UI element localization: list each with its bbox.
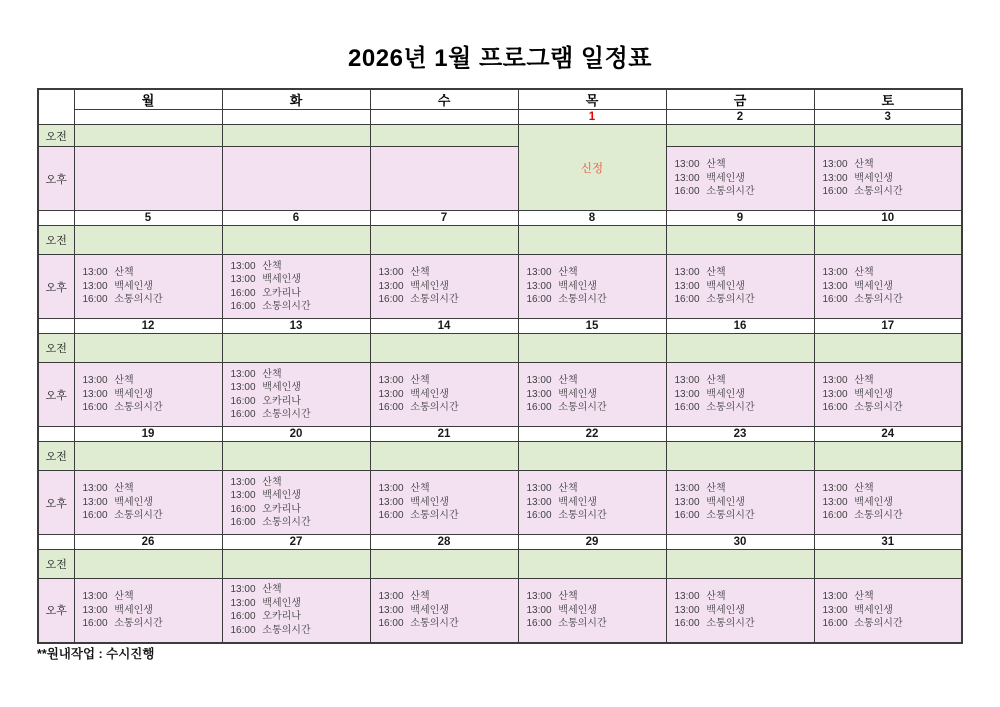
morning-cell xyxy=(518,334,666,363)
program-entry: 13:00 백세인생 xyxy=(230,597,301,609)
program-entry: 16:00 소통의시간 xyxy=(82,294,163,306)
program-entry: 13:00 산책 xyxy=(230,260,282,272)
holiday-cell xyxy=(518,125,666,211)
program-entry: 13:00 산책 xyxy=(378,375,430,387)
date-cell: 3 xyxy=(814,110,962,125)
program-entry: 13:00 산책 xyxy=(526,375,578,387)
weekday-header-sat: 토 xyxy=(814,89,962,110)
date-cell: 19 xyxy=(74,427,222,442)
program-entry: 13:00 백세인생 xyxy=(822,496,893,508)
morning-cell xyxy=(222,442,370,471)
program-entry: 13:00 백세인생 xyxy=(230,490,301,501)
date-row-spacer-cell xyxy=(38,211,74,226)
afternoon-label: 오후 xyxy=(38,255,74,319)
program-entry: 13:00 백세인생 xyxy=(378,280,449,292)
program-entry: 13:00 백세인생 xyxy=(526,280,597,292)
program-entry: 13:00 산책 xyxy=(822,159,874,171)
program-entry: 16:00 오카리나 xyxy=(230,395,301,407)
date-cell: 6 xyxy=(222,211,370,226)
afternoon-cell xyxy=(222,147,370,211)
program-entry: 16:00 소통의시간 xyxy=(82,618,163,629)
program-entry: 16:00 소통의시간 xyxy=(526,402,607,414)
afternoon-cell xyxy=(518,363,666,427)
date-cell: 22 xyxy=(518,427,666,442)
date-cell: 1 xyxy=(518,110,666,125)
afternoon-label: 오후 xyxy=(38,363,74,427)
afternoon-cell xyxy=(222,363,370,427)
date-row xyxy=(38,110,962,125)
afternoon-cell xyxy=(518,579,666,643)
morning-cell xyxy=(814,442,962,471)
afternoon-cell xyxy=(666,579,814,643)
program-entry: 16:00 소통의시간 xyxy=(378,618,459,629)
afternoon-cell xyxy=(666,363,814,427)
morning-row xyxy=(38,442,962,471)
program-entry: 13:00 백세인생 xyxy=(82,604,153,616)
date-cell: 21 xyxy=(370,427,518,442)
date-cell: 12 xyxy=(74,319,222,334)
date-cell: 20 xyxy=(222,427,370,442)
date-cell: 16 xyxy=(666,319,814,334)
program-entry: 16:00 소통의시간 xyxy=(526,294,607,306)
holiday-label: 신정 xyxy=(580,162,604,175)
date-row xyxy=(38,427,962,442)
morning-cell xyxy=(222,226,370,255)
morning-cell xyxy=(370,226,518,255)
date-cell: 14 xyxy=(370,319,518,334)
morning-cell xyxy=(74,226,222,255)
date-cell: 13 xyxy=(222,319,370,334)
date-row xyxy=(38,211,962,226)
program-entry: 16:00 오카리나 xyxy=(230,287,301,299)
afternoon-row xyxy=(38,579,962,643)
morning-row xyxy=(38,550,962,579)
morning-cell xyxy=(74,442,222,471)
program-entry: 16:00 소통의시간 xyxy=(822,510,903,522)
afternoon-cell xyxy=(814,255,962,319)
afternoon-cell xyxy=(518,255,666,319)
morning-label: 오전 xyxy=(38,125,74,147)
afternoon-cell xyxy=(74,255,222,319)
afternoon-cell xyxy=(814,147,962,211)
program-entry: 16:00 소통의시간 xyxy=(82,510,163,522)
afternoon-cell xyxy=(370,255,518,319)
date-cell: 9 xyxy=(666,211,814,226)
date-row-spacer-cell xyxy=(38,427,74,442)
program-entry: 13:00 백세인생 xyxy=(526,604,597,616)
afternoon-label: 오후 xyxy=(38,147,74,211)
afternoon-cell xyxy=(74,471,222,535)
weekday-header-fri: 금 xyxy=(666,89,814,110)
program-entry: 16:00 소통의시간 xyxy=(674,294,755,306)
program-entry: 13:00 백세인생 xyxy=(378,388,449,400)
afternoon-cell xyxy=(74,363,222,427)
program-entry: 13:00 백세인생 xyxy=(378,496,449,508)
program-entry: 13:00 산책 xyxy=(526,483,578,495)
date-cell: 8 xyxy=(518,211,666,226)
footer-note: **원내작업 : 수시진행 xyxy=(37,647,155,661)
weekday-header-row xyxy=(38,89,962,110)
program-entry: 16:00 소통의시간 xyxy=(378,510,459,522)
date-row xyxy=(38,319,962,334)
morning-cell xyxy=(666,226,814,255)
date-cell: 10 xyxy=(814,211,962,226)
program-entry: 13:00 산책 xyxy=(526,591,578,602)
program-entry: 13:00 백세인생 xyxy=(82,280,153,292)
afternoon-row xyxy=(38,363,962,427)
morning-cell xyxy=(518,442,666,471)
program-entry: 16:00 소통의시간 xyxy=(822,618,903,629)
afternoon-cell xyxy=(74,147,222,211)
program-entry: 13:00 백세인생 xyxy=(822,172,893,184)
morning-label: 오전 xyxy=(38,550,74,579)
morning-label: 오전 xyxy=(38,442,74,471)
program-entry: 13:00 산책 xyxy=(822,375,874,387)
program-entry: 16:00 소통의시간 xyxy=(230,409,311,420)
morning-row xyxy=(38,334,962,363)
program-entry: 13:00 산책 xyxy=(674,375,726,387)
morning-cell xyxy=(814,125,962,147)
morning-cell xyxy=(518,550,666,579)
program-entry: 13:00 백세인생 xyxy=(674,604,745,616)
program-entry: 13:00 백세인생 xyxy=(822,604,893,616)
date-cell: 5 xyxy=(74,211,222,226)
afternoon-cell xyxy=(518,471,666,535)
morning-cell xyxy=(222,334,370,363)
program-entry: 13:00 백세인생 xyxy=(230,382,301,393)
program-entry: 13:00 백세인생 xyxy=(82,496,153,508)
program-entry: 13:00 산책 xyxy=(526,267,578,279)
program-entry: 13:00 산책 xyxy=(674,591,726,602)
weekday-header-wed: 수 xyxy=(370,89,518,110)
morning-cell xyxy=(666,442,814,471)
program-entry: 13:00 백세인생 xyxy=(674,280,745,292)
date-row xyxy=(38,535,962,550)
program-entry: 16:00 소통의시간 xyxy=(674,402,755,414)
program-entry: 13:00 백세인생 xyxy=(674,388,745,400)
program-entry: 13:00 산책 xyxy=(82,591,134,602)
morning-label: 오전 xyxy=(38,226,74,255)
morning-cell xyxy=(222,125,370,147)
program-entry: 16:00 소통의시간 xyxy=(674,510,755,522)
date-cell xyxy=(74,110,222,125)
program-entry: 16:00 소통의시간 xyxy=(526,618,607,629)
afternoon-cell xyxy=(370,147,518,211)
program-entry: 13:00 백세인생 xyxy=(674,496,745,508)
weekday-header-thu: 목 xyxy=(518,89,666,110)
program-entry: 16:00 소통의시간 xyxy=(230,624,311,636)
date-cell: 31 xyxy=(814,535,962,550)
date-cell xyxy=(370,110,518,125)
program-entry: 13:00 산책 xyxy=(822,591,874,602)
date-cell: 26 xyxy=(74,535,222,550)
morning-cell xyxy=(74,334,222,363)
program-entry: 13:00 백세인생 xyxy=(378,604,449,616)
program-entry: 13:00 산책 xyxy=(82,375,134,387)
morning-row xyxy=(38,226,962,255)
program-entry: 13:00 산책 xyxy=(674,483,726,495)
date-row-spacer-cell xyxy=(38,535,74,550)
program-entry: 13:00 백세인생 xyxy=(82,388,153,400)
afternoon-cell xyxy=(74,579,222,643)
date-row-spacer-cell xyxy=(38,319,74,334)
date-cell: 15 xyxy=(518,319,666,334)
date-cell: 2 xyxy=(666,110,814,125)
morning-label: 오전 xyxy=(38,334,74,363)
morning-cell xyxy=(814,226,962,255)
program-entry: 16:00 소통의시간 xyxy=(822,294,903,306)
afternoon-cell xyxy=(814,363,962,427)
program-entry: 13:00 백세인생 xyxy=(822,388,893,400)
program-entry: 16:00 소통의시간 xyxy=(822,402,903,414)
afternoon-cell xyxy=(814,471,962,535)
morning-cell xyxy=(370,442,518,471)
program-entry: 13:00 백세인생 xyxy=(822,280,893,292)
program-entry: 13:00 산책 xyxy=(230,584,282,596)
program-entry: 13:00 산책 xyxy=(378,267,430,279)
program-entry: 16:00 오카리나 xyxy=(230,503,301,515)
afternoon-cell xyxy=(222,579,370,643)
afternoon-cell xyxy=(222,471,370,535)
afternoon-cell xyxy=(666,471,814,535)
corner-cell xyxy=(38,89,74,125)
afternoon-cell xyxy=(370,471,518,535)
date-cell: 29 xyxy=(518,535,666,550)
date-cell: 27 xyxy=(222,535,370,550)
program-entry: 13:00 산책 xyxy=(674,267,726,279)
afternoon-cell xyxy=(222,255,370,319)
program-entry: 16:00 소통의시간 xyxy=(230,517,311,528)
afternoon-label: 오후 xyxy=(38,579,74,643)
schedule-table xyxy=(37,88,963,644)
morning-cell xyxy=(518,226,666,255)
program-entry: 13:00 산책 xyxy=(82,267,134,279)
program-entry: 13:00 백세인생 xyxy=(526,388,597,400)
weekday-header-tue: 화 xyxy=(222,89,370,110)
afternoon-cell xyxy=(666,147,814,211)
date-cell: 28 xyxy=(370,535,518,550)
program-entry: 13:00 산책 xyxy=(82,483,134,495)
morning-cell xyxy=(666,125,814,147)
program-entry: 16:00 소통의시간 xyxy=(674,618,755,629)
morning-cell xyxy=(74,125,222,147)
morning-cell xyxy=(666,550,814,579)
afternoon-row xyxy=(38,147,962,211)
afternoon-cell xyxy=(666,255,814,319)
afternoon-row xyxy=(38,255,962,319)
program-entry: 16:00 오카리나 xyxy=(230,611,301,623)
afternoon-row xyxy=(38,471,962,535)
program-entry: 16:00 소통의시간 xyxy=(378,402,459,414)
date-cell: 17 xyxy=(814,319,962,334)
afternoon-cell xyxy=(370,363,518,427)
program-entry: 13:00 산책 xyxy=(674,159,726,171)
program-entry: 16:00 소통의시간 xyxy=(378,294,459,306)
program-entry: 16:00 소통의시간 xyxy=(526,510,607,522)
date-cell: 7 xyxy=(370,211,518,226)
date-cell: 24 xyxy=(814,427,962,442)
program-entry: 16:00 소통의시간 xyxy=(674,186,755,198)
afternoon-label: 오후 xyxy=(38,471,74,535)
program-entry: 13:00 백세인생 xyxy=(674,172,745,184)
morning-cell xyxy=(814,550,962,579)
morning-cell xyxy=(814,334,962,363)
program-entry: 13:00 산책 xyxy=(230,476,282,488)
morning-row xyxy=(38,125,962,147)
program-entry: 13:00 산책 xyxy=(378,483,430,495)
date-cell: 23 xyxy=(666,427,814,442)
morning-cell xyxy=(370,125,518,147)
morning-cell xyxy=(370,550,518,579)
program-entry: 16:00 소통의시간 xyxy=(822,186,903,198)
program-entry: 13:00 산책 xyxy=(230,368,282,380)
morning-cell xyxy=(370,334,518,363)
page-title: 2026년 1월 프로그램 일정표 xyxy=(348,45,652,72)
afternoon-cell xyxy=(370,579,518,643)
morning-cell xyxy=(222,550,370,579)
morning-cell xyxy=(74,550,222,579)
program-entry: 16:00 소통의시간 xyxy=(230,301,311,312)
program-entry: 13:00 산책 xyxy=(378,591,430,602)
program-entry: 13:00 백세인생 xyxy=(526,496,597,508)
program-entry: 16:00 소통의시간 xyxy=(82,402,163,414)
program-entry: 13:00 백세인생 xyxy=(230,274,301,285)
morning-cell xyxy=(666,334,814,363)
program-entry: 13:00 산책 xyxy=(822,483,874,495)
weekday-header-mon: 월 xyxy=(74,89,222,110)
date-cell xyxy=(222,110,370,125)
date-cell: 30 xyxy=(666,535,814,550)
program-entry: 13:00 산책 xyxy=(822,267,874,279)
afternoon-cell xyxy=(814,579,962,643)
